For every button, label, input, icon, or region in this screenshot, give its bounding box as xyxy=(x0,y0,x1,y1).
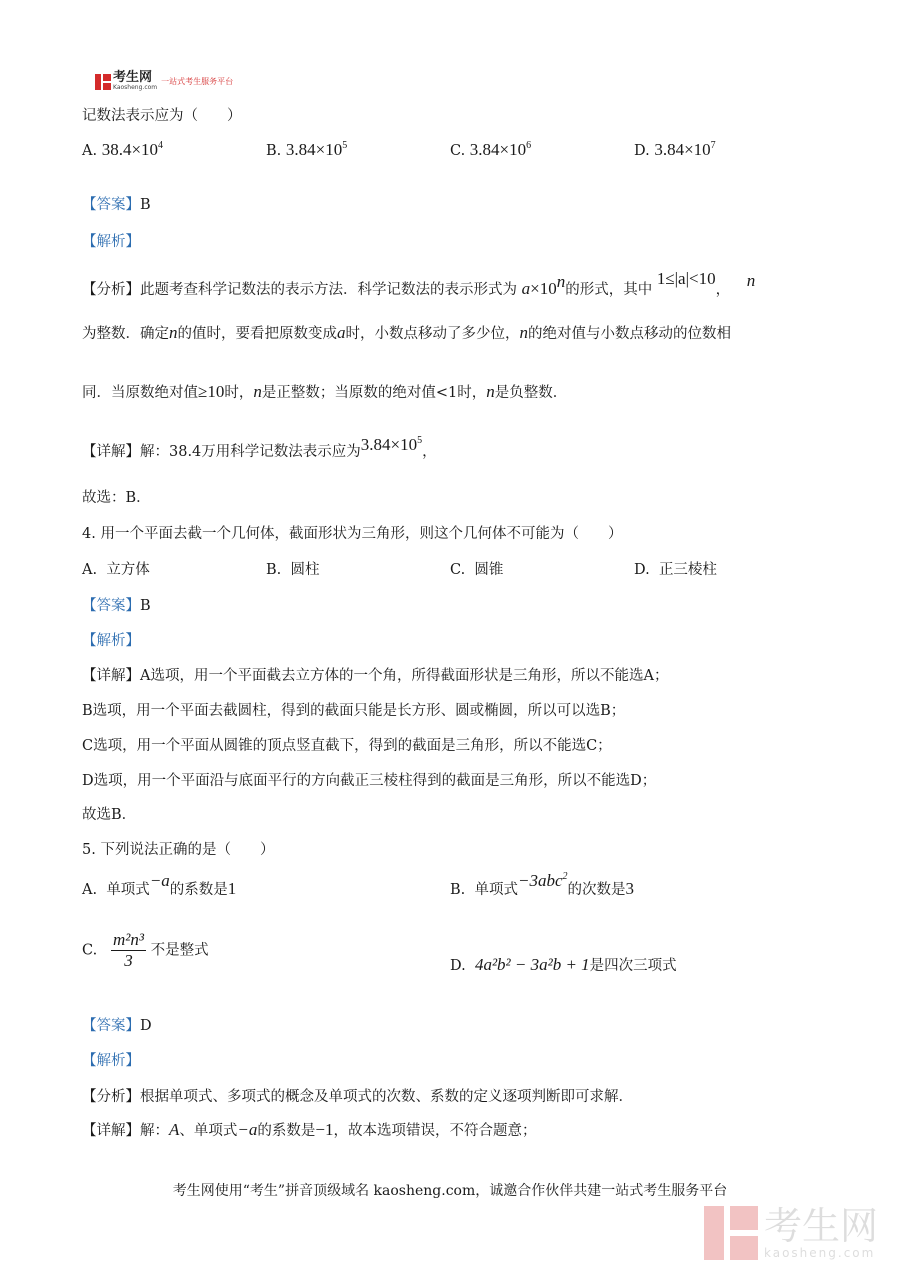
fraction: $\frac{\text{m²n³}}{3}$ xyxy=(113,930,144,970)
q3-fenxi-line2: 为整数．确定n的值时，要看把原数变成a时，小数点移动了多少位，n的绝对值与小数点移动的位数相 xyxy=(82,323,731,342)
q4-detail-line: D选项，用一个平面沿与底面平行的方向截正三棱柱得到的截面是三角形，所以不能选D； xyxy=(82,773,657,789)
fenxi-range-math: 1≤|a|<10 xyxy=(656,269,716,288)
q3-option-c xyxy=(450,140,531,160)
option-math: $38.4\times 10^4$ xyxy=(101,140,164,159)
q4-detail-line: B选项，用一个平面去截圆柱，得到的截面只能是长方形、圆或椭圆，所以可以选B； xyxy=(82,703,626,719)
logo-mark-icon xyxy=(95,74,111,90)
q5-analysis-tag: 【解析】 xyxy=(82,1053,140,1069)
q5-option-c: C. $\frac{\text{m²n³}}{3}$ 不是整式 xyxy=(82,930,209,970)
fenxi-tag: 【分析】 xyxy=(82,1089,140,1105)
logo-domain: Kaosheng.com xyxy=(113,84,158,91)
answer-value: B xyxy=(140,598,151,614)
q3-detail: 【详解】解：38.4万用科学记数法表示应为$3.84\times 10^5$， xyxy=(82,435,437,460)
watermark-logo xyxy=(704,1206,878,1260)
q3-option-a xyxy=(82,140,163,160)
q4-option-d: D. 正三棱柱 xyxy=(634,562,717,578)
option-math: $3.84\times 10^6$ xyxy=(469,140,532,159)
detail-tag: 【详解】 xyxy=(82,668,140,684)
header-logo xyxy=(95,72,233,91)
q3-option-d xyxy=(634,140,716,160)
q5-detail: 【详解】解：A、单项式−a的系数是−1，故本选项错误，不符合题意； xyxy=(82,1120,537,1139)
answer-value: B xyxy=(140,197,151,213)
q5-option-a: A. 单项式−a的系数是1 xyxy=(82,871,237,898)
q4-detail-line: C选项，用一个平面从圆锥的顶点竖直截下，得到的截面是三角形，所以不能选C； xyxy=(82,738,612,754)
watermark-mark-icon xyxy=(704,1206,758,1260)
q4-answer xyxy=(82,594,151,615)
footer-text: 考生网使用“考生”拼音顶级域名 kaosheng.com，诚邀合作伙伴共建一站式考生服务平台 xyxy=(172,1183,728,1199)
q3-fenxi-line1: 【分析】此题考查科学记数法的表示方法．科学记数法的表示形式为 $a\times 10^n$的形式，其中 1≤|a|<10， n xyxy=(82,269,756,298)
option-math: $3.84\times 10^5$ xyxy=(285,140,348,159)
q5-option-b: B. 单项式−3abc$^2$的次数是3 xyxy=(450,871,635,898)
q4-conclusion: 故选B． xyxy=(82,807,137,823)
answer-tag: 【答案】 xyxy=(82,598,140,614)
q4-analysis-tag: 【解析】 xyxy=(82,633,140,649)
q3-conclusion: 故选：B． xyxy=(82,490,151,506)
q4-detail-line: 【详解】A选项，用一个平面截去立方体的一个角，所得截面形状是三角形，所以不能选A； xyxy=(82,668,669,684)
q5-option-d: D. 4a²b² − 3a²b + 1是四次三项式 xyxy=(450,955,677,974)
q5-fenxi: 【分析】根据单项式、多项式的概念及单项式的次数、系数的定义逐项判断即可求解． xyxy=(82,1089,633,1105)
option-letter: C. xyxy=(450,143,466,159)
detail-tag: 【详解】 xyxy=(82,444,140,460)
answer-tag: 【答案】 xyxy=(82,1018,140,1034)
detail-tag: 【详解】 xyxy=(82,1123,140,1139)
q5-answer xyxy=(82,1014,152,1035)
q3-option-b xyxy=(266,140,347,160)
watermark-name: 考生网 xyxy=(763,1204,878,1248)
answer-value: D xyxy=(140,1018,152,1034)
q3-stem-end: 记数法表示应为（ ） xyxy=(82,108,242,124)
option-letter: D. xyxy=(634,143,650,159)
answer-tag: 【答案】 xyxy=(82,197,140,213)
q3-answer xyxy=(82,193,151,214)
option-math: $3.84\times 10^7$ xyxy=(654,140,716,159)
watermark-domain: kaosheng.com xyxy=(763,1246,876,1260)
q3-analysis-tag: 【解析】 xyxy=(82,234,140,250)
option-letter: B. xyxy=(266,143,282,159)
q4-option-c: C. 圆锥 xyxy=(450,562,504,578)
logo-slogan: 一站式考生服务平台 xyxy=(161,77,234,86)
q5-stem: 5. 下列说法正确的是（ ） xyxy=(82,842,275,858)
fenxi-tag: 【分析】 xyxy=(82,282,140,298)
logo-name: 考生网 xyxy=(113,70,153,85)
q4-option-b: B. 圆柱 xyxy=(266,562,320,578)
q4-option-a: A. 立方体 xyxy=(82,562,150,578)
option-letter: A. xyxy=(82,143,98,159)
q4-stem: 4. 用一个平面去截一个几何体，截面形状为三角形，则这个几何体不可能为（ ） xyxy=(82,526,623,542)
q3-fenxi-line3: 同．当原数绝对值≥10时，n是正整数；当原数的绝对值<1时，n是负整数． xyxy=(82,382,568,401)
